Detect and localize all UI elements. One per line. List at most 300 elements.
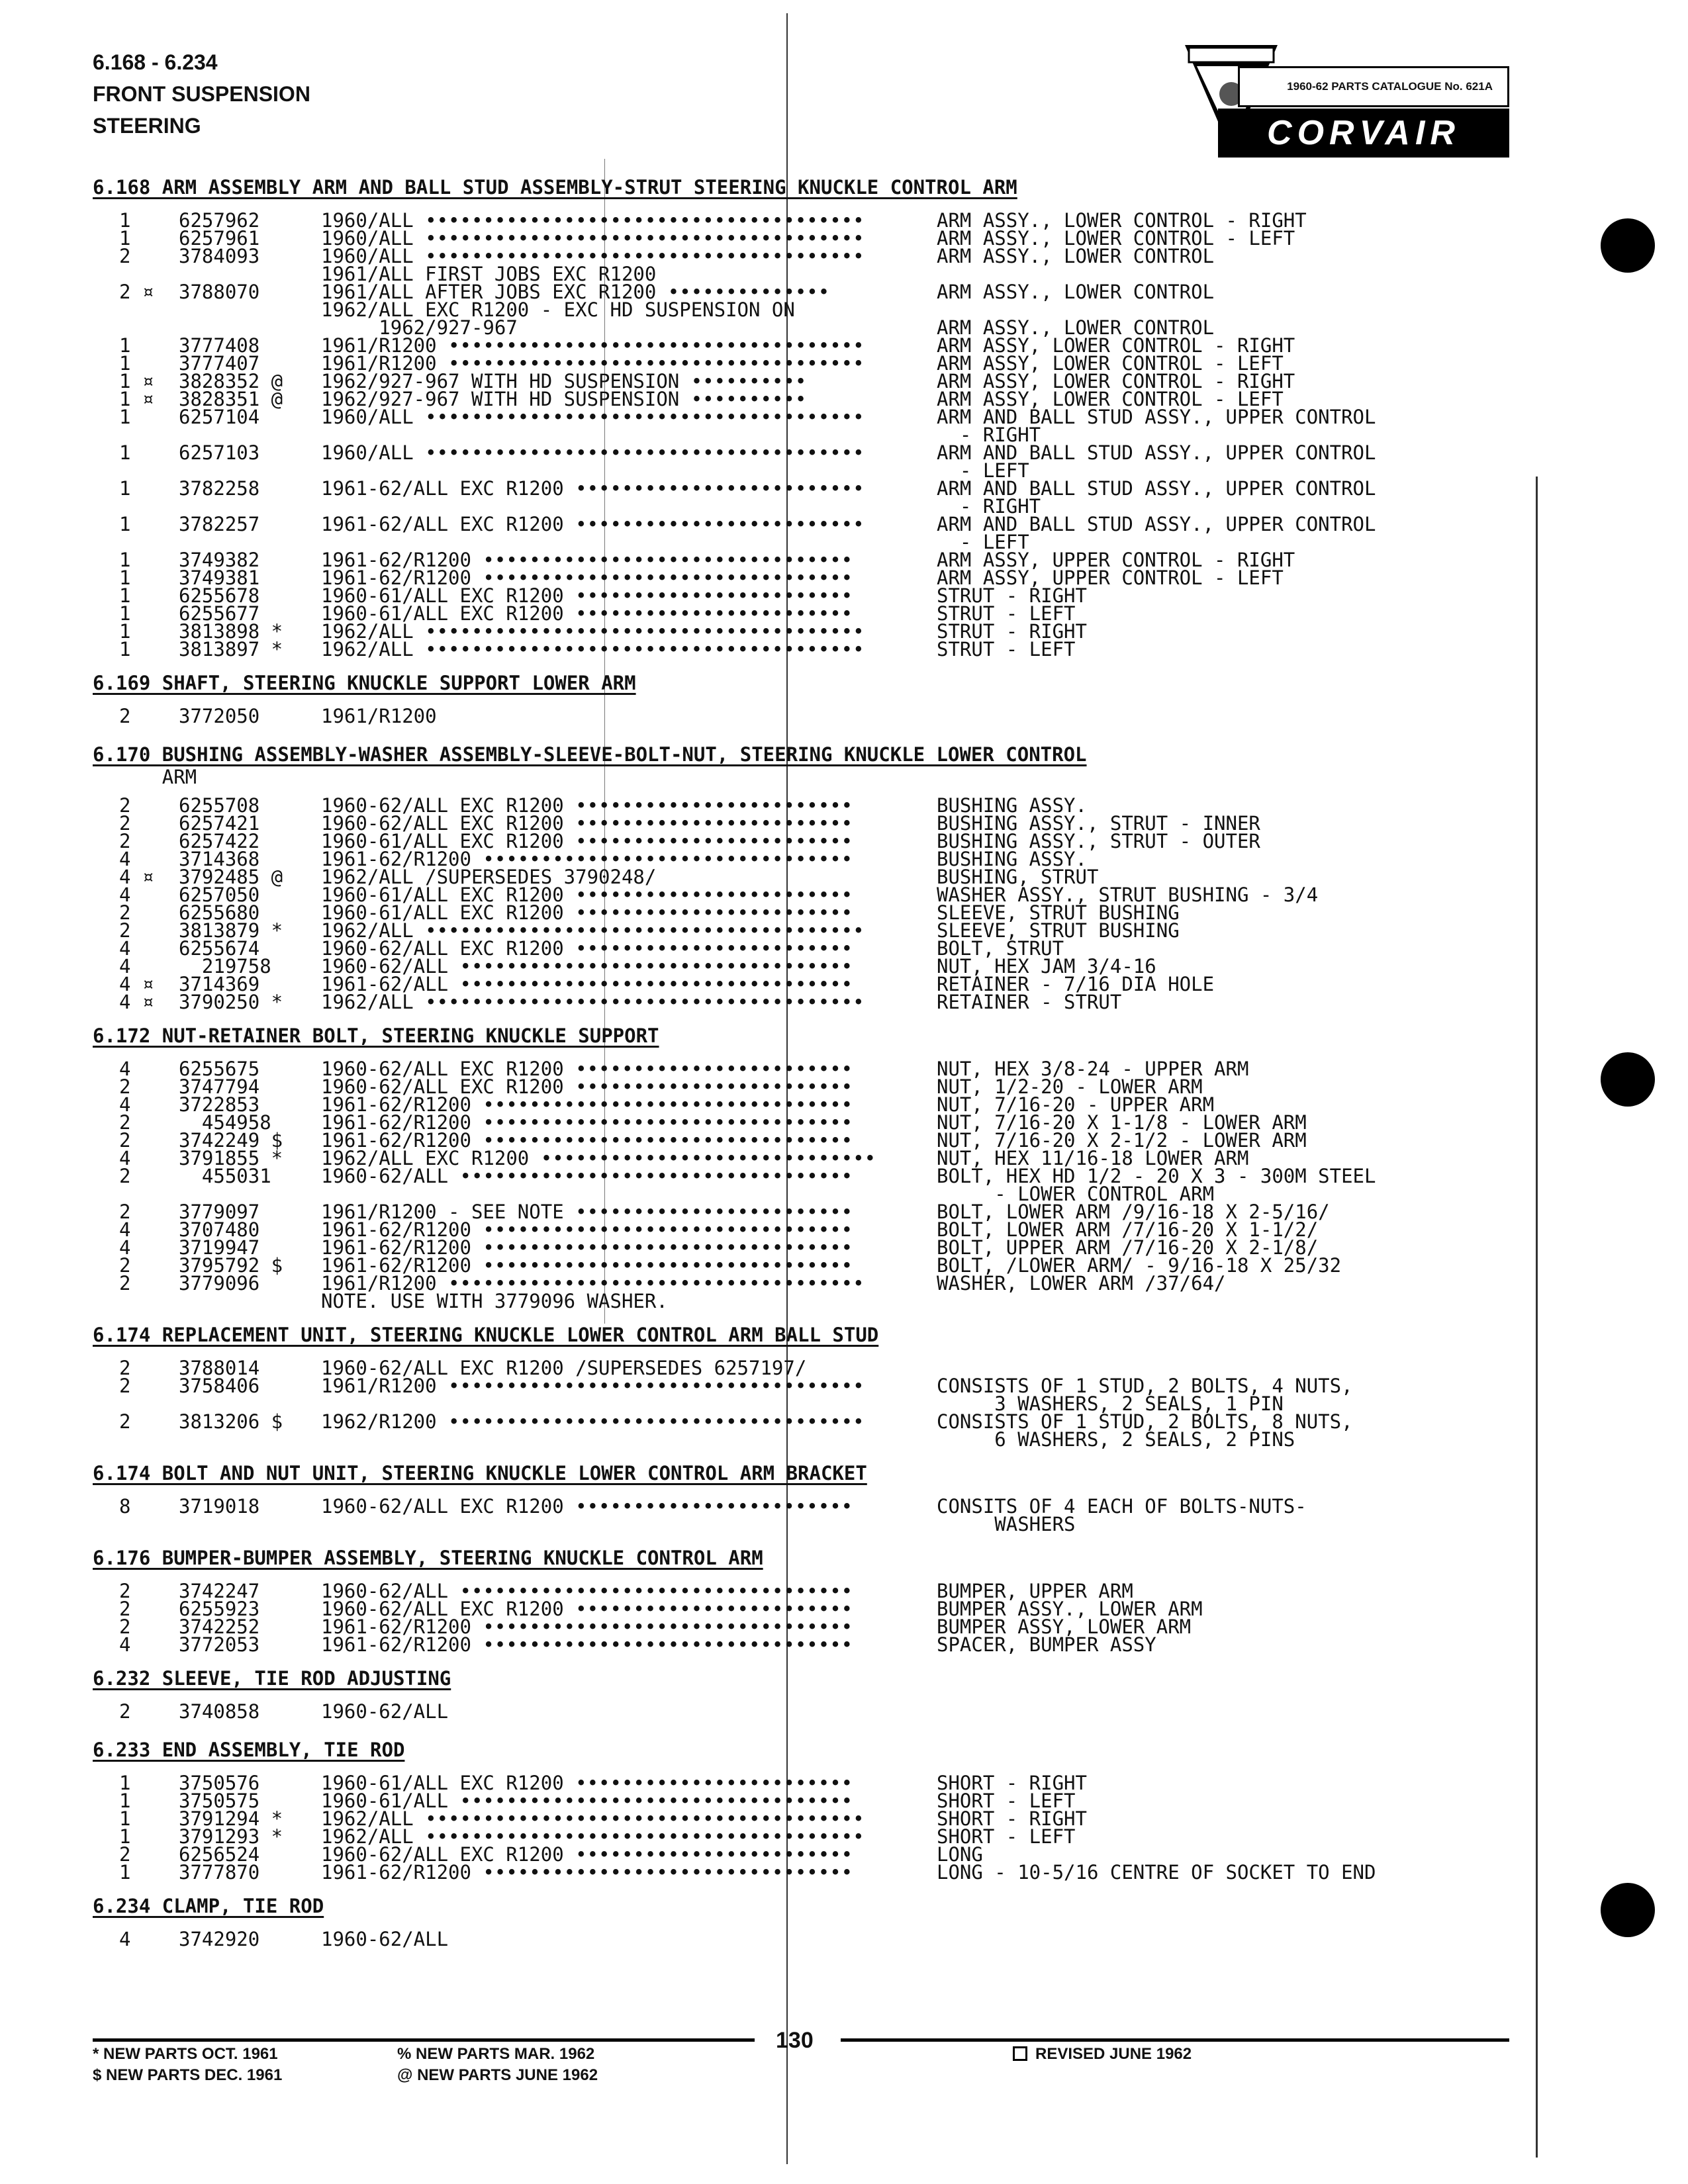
quantity: 2 [119, 919, 131, 942]
part-description: - LEFT [937, 459, 1029, 482]
application: 1961-62/R1200 •••••••••••••••••••••••••••••••• [321, 1218, 853, 1241]
quantity: 2 [119, 1201, 131, 1223]
revised-label: REVISED JUNE 1962 [1035, 2045, 1192, 2063]
part-description: SLEEVE, STRUT BUSHING [937, 901, 1180, 924]
application: 1962/R1200 •••••••••••••••••••••••••••••••••••• [321, 1410, 865, 1433]
part-description: BUSHING, STRUT [937, 866, 1099, 888]
part-description: ARM AND BALL STUD ASSY., UPPER CONTROL [937, 477, 1376, 500]
brand-name: CORVAIR [1218, 109, 1509, 158]
part-description: WASHERS [937, 1513, 1076, 1535]
quantity: 4 [119, 955, 131, 978]
section-title: 6.174 REPLACEMENT UNIT, STEERING KNUCKLE LOWER CONTROL ARM BALL STUD [93, 1324, 879, 1346]
section-heading [93, 1549, 1509, 1572]
part-number: 3777408 [179, 334, 260, 357]
part-row [93, 1861, 1509, 1884]
section-heading [93, 1741, 1509, 1764]
binder-hole [1601, 1052, 1655, 1107]
application: 1960-61/ALL EXC R1200 •••••••••••••••••••••••• [321, 584, 853, 607]
quantity: 2 [119, 1375, 131, 1397]
application: 1961-62/R1200 •••••••••••••••••••••••••••••••• [321, 1861, 853, 1884]
page-number: 130 [776, 2028, 814, 2053]
quantity: 1 [119, 209, 131, 232]
legend-col-2 [397, 2044, 598, 2086]
part-description: 6 WASHERS, 2 SEALS, 2 PINS [937, 1428, 1295, 1451]
part-row [93, 1700, 1509, 1725]
application: 1960-62/ALL [321, 1700, 449, 1723]
part-description: BUMPER ASSY, LOWER ARM [937, 1615, 1192, 1638]
quantity: 2 [119, 1111, 131, 1134]
application: 1960-62/ALL EXC R1200 •••••••••••••••••••••••• [321, 937, 853, 960]
quantity: 1 [119, 334, 131, 357]
part-row [93, 993, 1509, 1011]
quantity: 1 ¤ [119, 370, 154, 392]
application: 1961/R1200 •••••••••••••••••••••••••••••••••••• [321, 1375, 865, 1397]
quantity: 1 [119, 513, 131, 535]
part-description: LONG [937, 1843, 983, 1866]
part-description: ARM ASSY, LOWER CONTROL - RIGHT [937, 334, 1295, 357]
quantity: 4 [119, 1236, 131, 1259]
part-row [93, 1633, 1509, 1656]
quantity: 2 [119, 830, 131, 852]
quantity: 2 [119, 1254, 131, 1277]
part-number: 3747794 [179, 1075, 260, 1098]
part-number: 6257104 [179, 406, 260, 428]
part-number: 3758406 [179, 1375, 260, 1397]
part-number: 6257050 [179, 884, 260, 906]
application: 1961/R1200 •••••••••••••••••••••••••••••••••••• [321, 1272, 865, 1295]
part-number: 3788014 [179, 1357, 260, 1379]
part-description: - RIGHT [937, 495, 1041, 518]
quantity: 2 [119, 1700, 131, 1723]
part-row [93, 1495, 1509, 1518]
binder-hole [1601, 1883, 1655, 1937]
part-number: 3749382 [179, 549, 260, 571]
part-number: 3722853 [179, 1093, 260, 1116]
part-description: NUT, 7/16-20 X 2-1/2 - LOWER ARM [937, 1129, 1307, 1152]
part-number: 3813898 * [179, 620, 283, 643]
part-description: SLEEVE, STRUT BUSHING [937, 919, 1180, 942]
part-description: STRUT - RIGHT [937, 584, 1087, 607]
quantity: 2 [119, 1357, 131, 1379]
application: 1961-62/R1200 •••••••••••••••••••••••••••••••• [321, 1254, 853, 1277]
quantity: 1 [119, 549, 131, 571]
spacer [93, 1692, 1509, 1703]
quantity: 2 ¤ [119, 281, 154, 303]
part-description: ARM AND BALL STUD ASSY., UPPER CONTROL [937, 513, 1376, 535]
part-number: 3750575 [179, 1790, 260, 1812]
part-description: ARM ASSY, UPPER CONTROL - RIGHT [937, 549, 1295, 571]
part-number: 3742249 $ [179, 1129, 283, 1152]
legend-new-mar-1962: % NEW PARTS MAR. 1962 [397, 2045, 595, 2063]
application: 1960-61/ALL EXC R1200 •••••••••••••••••••••••• [321, 884, 853, 906]
quantity: 4 [119, 1633, 131, 1656]
part-number: 454958 [179, 1111, 271, 1134]
quantity: 1 [119, 638, 131, 660]
part-row [93, 283, 1509, 301]
part-description: ARM ASSY., LOWER CONTROL [937, 245, 1215, 267]
application: 1960-62/ALL EXC R1200 •••••••••••••••••••••••• [321, 1598, 853, 1620]
quantity: 1 [119, 567, 131, 589]
part-number: 3788070 [179, 281, 260, 303]
part-description: CONSISTS OF 1 STUD, 2 BOLTS, 8 NUTS, [937, 1410, 1353, 1433]
part-number: 3714368 [179, 848, 260, 870]
part-description: - RIGHT [937, 424, 1041, 446]
part-description: ARM ASSY, LOWER CONTROL - LEFT [937, 352, 1284, 375]
part-number: 3813897 * [179, 638, 283, 660]
part-description: NUT, HEX JAM 3/4-16 [937, 955, 1156, 978]
quantity: 2 [119, 1598, 131, 1620]
part-row [93, 638, 1509, 660]
part-description: ARM ASSY., LOWER CONTROL - RIGHT [937, 209, 1307, 232]
application: 1960/ALL •••••••••••••••••••••••••••••••••••••• [321, 227, 865, 250]
part-number: 6255674 [179, 937, 260, 960]
part-number: 6255675 [179, 1058, 260, 1080]
quantity: 2 [119, 1129, 131, 1152]
part-number: 6256524 [179, 1843, 260, 1866]
quantity: 1 ¤ [119, 388, 154, 410]
application: 1961/R1200 •••••••••••••••••••••••••••••••••••• [321, 352, 865, 375]
part-description: BOLT, LOWER ARM /9/16-18 X 2-5/16/ [937, 1201, 1330, 1223]
part-description: ARM ASSY, LOWER CONTROL - RIGHT [937, 370, 1295, 392]
quantity: 4 [119, 937, 131, 960]
application: 1961-62/ALL EXC R1200 ••••••••••••••••••••••••• [321, 513, 865, 535]
quantity: 2 [119, 1410, 131, 1433]
application: 1961-62/R1200 •••••••••••••••••••••••••••••••• [321, 1129, 853, 1152]
section-title: 6.233 END ASSEMBLY, TIE ROD [93, 1739, 405, 1761]
application: 1960/ALL •••••••••••••••••••••••••••••••••••••• [321, 441, 865, 464]
part-number: 3791294 * [179, 1807, 283, 1830]
part-description: NUT, 7/16-20 X 1-1/8 - LOWER ARM [937, 1111, 1307, 1134]
section-heading [93, 1326, 1509, 1349]
part-description: RETAINER - STRUT [937, 991, 1122, 1013]
application: 1960-62/ALL [321, 1928, 449, 1950]
section-heading [93, 674, 1509, 697]
part-number: 219758 [179, 955, 271, 978]
part-row [93, 298, 1509, 321]
part-number: 3777870 [179, 1861, 260, 1884]
section-heading [93, 1897, 1509, 1920]
quantity: 1 [119, 1807, 131, 1830]
quantity: 2 [119, 794, 131, 817]
section-heading [93, 743, 1509, 768]
legend-col-1 [93, 2044, 282, 2086]
section-title: 6.169 SHAFT, STEERING KNUCKLE SUPPORT LOWER ARM [93, 672, 636, 694]
section-heading [93, 1462, 1509, 1487]
application: 1960/ALL •••••••••••••••••••••••••••••••••••••• [321, 245, 865, 267]
quantity: 4 ¤ [119, 973, 154, 995]
section-title: 6.234 CLAMP, TIE ROD [93, 1895, 324, 1917]
application: 1961-62/R1200 •••••••••••••••••••••••••••••••• [321, 848, 853, 870]
part-description: BUSHING ASSY., STRUT - OUTER [937, 830, 1260, 852]
application: 1960-62/ALL EXC R1200 •••••••••••••••••••••••• [321, 1495, 853, 1518]
part-description: BUSHING ASSY., STRUT - INNER [937, 812, 1260, 835]
application: 1961-62/R1200 •••••••••••••••••••••••••••••••• [321, 567, 853, 589]
quantity: 4 [119, 1058, 131, 1080]
quantity: 2 [119, 1580, 131, 1602]
application: 1960-62/ALL •••••••••••••••••••••••••••••••••• [321, 1165, 853, 1187]
application: 1961/R1200 •••••••••••••••••••••••••••••••••••• [321, 334, 865, 357]
part-number: 6257422 [179, 830, 260, 852]
part-description: ARM ASSY, LOWER CONTROL - LEFT [937, 388, 1284, 410]
part-number: 3779096 [179, 1272, 260, 1295]
application: 1962/ALL •••••••••••••••••••••••••••••••••••••• [321, 1825, 865, 1848]
quantity: 2 [119, 245, 131, 267]
legend-new-june-1962: @ NEW PARTS JUNE 1962 [397, 2066, 598, 2084]
catalogue-label: 1960-62 PARTS CATALOGUE No. 621A [1238, 66, 1509, 107]
part-number: 6255678 [179, 584, 260, 607]
application: 1962/ALL EXC R1200 - EXC HD SUSPENSION ON [321, 298, 795, 321]
part-row [93, 1272, 1509, 1295]
application: 1961-62/R1200 •••••••••••••••••••••••••••••••• [321, 549, 853, 571]
part-description: BOLT, UPPER ARM /7/16-20 X 2-1/8/ [937, 1236, 1319, 1259]
section-title: 6.174 BOLT AND NUT UNIT, STEERING KNUCKLE LOWER CONTROL ARM BRACKET [93, 1462, 867, 1484]
section-title: 6.176 BUMPER-BUMPER ASSEMBLY, STEERING KNUCKLE CONTROL ARM [93, 1547, 763, 1569]
application: 1962/ALL •••••••••••••••••••••••••••••••••••••• [321, 1807, 865, 1830]
part-row [93, 245, 1509, 267]
application: 1961/R1200 [321, 705, 437, 727]
quantity: 1 [119, 584, 131, 607]
part-description: NUT, HEX 11/16-18 LOWER ARM [937, 1147, 1249, 1169]
quantity: 4 ¤ [119, 991, 154, 1013]
part-number: 3719947 [179, 1236, 260, 1259]
application: 1962/927-967 WITH HD SUSPENSION •••••••••• [321, 388, 807, 410]
quantity: 1 [119, 227, 131, 250]
quantity: 2 [119, 812, 131, 835]
part-number: 3714369 [179, 973, 260, 995]
part-description: ARM ASSY., LOWER CONTROL - LEFT [937, 227, 1295, 250]
quantity: 1 [119, 1772, 131, 1794]
part-description: BOLT, STRUT [937, 937, 1064, 960]
application: 1960-62/ALL EXC R1200 •••••••••••••••••••••••• [321, 1058, 853, 1080]
part-description: - LEFT [937, 531, 1029, 553]
quantity: 2 [119, 1843, 131, 1866]
quantity: 4 ¤ [119, 866, 154, 888]
part-number: 6255923 [179, 1598, 260, 1620]
part-description: 3 WASHERS, 2 SEALS, 1 PIN [937, 1392, 1284, 1415]
application: 1961-62/ALL •••••••••••••••••••••••••••••••••• [321, 973, 853, 995]
part-description: WASHER ASSY., STRUT BUSHING - 3/4 [937, 884, 1319, 906]
quantity: 2 [119, 705, 131, 727]
revised-box-icon [1013, 2046, 1027, 2061]
part-row [93, 850, 1509, 868]
part-number: 6257103 [179, 441, 260, 464]
application: 1961-62/R1200 •••••••••••••••••••••••••••••••• [321, 1236, 853, 1259]
part-row [93, 408, 1509, 426]
part-number: 3742247 [179, 1580, 260, 1602]
application: 1960-62/ALL •••••••••••••••••••••••••••••••••• [321, 1580, 853, 1602]
part-number: 3749381 [179, 567, 260, 589]
application: 1960-62/ALL EXC R1200 •••••••••••••••••••••••• [321, 794, 853, 817]
part-number: 3750576 [179, 1772, 260, 1794]
part-row [93, 1410, 1509, 1433]
section-title: 6.168 ARM ASSEMBLY ARM AND BALL STUD ASSEMBLY-STRUT STEERING KNUCKLE CONTROL ARM [93, 176, 1017, 199]
quantity: 2 [119, 1272, 131, 1295]
application: 1960-62/ALL EXC R1200 •••••••••••••••••••••••• [321, 1843, 853, 1866]
application: 1960/ALL •••••••••••••••••••••••••••••••••••••• [321, 209, 865, 232]
part-description: - LOWER CONTROL ARM [937, 1183, 1215, 1205]
application: 1962/927-967 [321, 316, 518, 339]
part-number: 3782257 [179, 513, 260, 535]
application: 1962/ALL •••••••••••••••••••••••••••••••••••••• [321, 620, 865, 643]
application: 1960-62/ALL •••••••••••••••••••••••••••••••••• [321, 955, 853, 978]
part-description: BOLT, LOWER ARM /7/16-20 X 1-1/2/ [937, 1218, 1319, 1241]
quantity: 1 [119, 441, 131, 464]
application: 1961-62/R1200 •••••••••••••••••••••••••••••••• [321, 1111, 853, 1134]
part-number: 3813879 * [179, 919, 283, 942]
part-number: 6257962 [179, 209, 260, 232]
application: 1961/R1200 - SEE NOTE •••••••••••••••••••••••• [321, 1201, 853, 1223]
application: 1960-61/ALL EXC R1200 •••••••••••••••••••••••• [321, 830, 853, 852]
application: 1960/ALL •••••••••••••••••••••••••••••••••••••• [321, 406, 865, 428]
quantity: 2 [119, 1615, 131, 1638]
section-title: 6.232 SLEEVE, TIE ROD ADJUSTING [93, 1667, 451, 1690]
part-description: STRUT - LEFT [937, 638, 1076, 660]
part-number: 3740858 [179, 1700, 260, 1723]
application: 1962/927-967 WITH HD SUSPENSION •••••••••• [321, 370, 807, 392]
revision-note [1013, 2044, 1192, 2065]
part-number: 3742252 [179, 1615, 260, 1638]
part-row [93, 1928, 1509, 1953]
part-number: 3790250 * [179, 991, 283, 1013]
application: 1960-61/ALL EXC R1200 •••••••••••••••••••••••• [321, 602, 853, 625]
application: 1962/ALL •••••••••••••••••••••••••••••••••••••• [321, 638, 865, 660]
part-number: 6257421 [179, 812, 260, 835]
quantity: 4 [119, 884, 131, 906]
part-number: 3792485 @ [179, 866, 283, 888]
part-row [93, 441, 1509, 464]
part-description: SHORT - RIGHT [937, 1772, 1087, 1794]
part-description: ARM AND BALL STUD ASSY., UPPER CONTROL [937, 441, 1376, 464]
application: 1961-62/R1200 •••••••••••••••••••••••••••••••• [321, 1615, 853, 1638]
quantity: 1 [119, 352, 131, 375]
quantity: 1 [119, 602, 131, 625]
application: 1961-62/R1200 •••••••••••••••••••••••••••••••• [321, 1093, 853, 1116]
quantity: 1 [119, 1861, 131, 1884]
application: 1960-61/ALL •••••••••••••••••••••••••••••••••• [321, 1790, 853, 1812]
application: 1962/ALL •••••••••••••••••••••••••••••••••••••• [321, 991, 865, 1013]
part-number: 3784093 [179, 245, 260, 267]
part-description: WASHER, LOWER ARM /37/64/ [937, 1272, 1226, 1295]
page-header [93, 46, 310, 142]
part-row [93, 1377, 1509, 1395]
quantity: 4 [119, 1928, 131, 1950]
application: 1962/ALL •••••••••••••••••••••••••••••••••••••• [321, 919, 865, 942]
application: 1961/ALL FIRST JOBS EXC R1200 [321, 263, 657, 285]
application: 1961-62/R1200 •••••••••••••••••••••••••••••••• [321, 1633, 853, 1656]
legend-new-oct-1961: * NEW PARTS OCT. 1961 [93, 2045, 278, 2063]
parts-list [93, 176, 1509, 1953]
quantity: 8 [119, 1495, 131, 1518]
part-description: BOLT, /LOWER ARM/ - 9/16-18 X 25/32 [937, 1254, 1342, 1277]
part-description: SHORT - LEFT [937, 1825, 1076, 1848]
section-title-continued: ARM [93, 766, 197, 788]
quantity: 1 [119, 406, 131, 428]
part-description: RETAINER - 7/16 DIA HOLE [937, 973, 1215, 995]
part-number: 6255677 [179, 602, 260, 625]
part-number: 3828351 @ [179, 388, 283, 410]
part-description: BUSHING ASSY. [937, 794, 1087, 817]
part-number: 3777407 [179, 352, 260, 375]
quantity: 4 [119, 1093, 131, 1116]
part-number: 3782258 [179, 477, 260, 500]
part-description: ARM AND BALL STUD ASSY., UPPER CONTROL [937, 406, 1376, 428]
part-number: 3772053 [179, 1633, 260, 1656]
part-row [93, 477, 1509, 500]
part-description: CONSITS OF 4 EACH OF BOLTS-NUTS- [937, 1495, 1307, 1518]
part-number: 6257961 [179, 227, 260, 250]
part-number: 3707480 [179, 1218, 260, 1241]
quantity: 1 [119, 1790, 131, 1812]
part-description: BUSHING ASSY. [937, 848, 1087, 870]
part-description: BUMPER ASSY., LOWER ARM [937, 1598, 1203, 1620]
part-row [93, 513, 1509, 535]
part-number: 3813206 $ [179, 1410, 283, 1433]
application: 1961-62/ALL EXC R1200 ••••••••••••••••••••••••• [321, 477, 865, 500]
application: 1960-62/ALL EXC R1200 /SUPERSEDES 6257197/ [321, 1357, 807, 1379]
part-description: LONG - 10-5/16 CENTRE OF SOCKET TO END [937, 1861, 1376, 1884]
application: 1960-62/ALL EXC R1200 •••••••••••••••••••••••• [321, 1075, 853, 1098]
spacer [93, 697, 1509, 707]
part-number: 3719018 [179, 1495, 260, 1518]
application: 1962/ALL EXC R1200 ••••••••••••••••••••••••••••• [321, 1147, 876, 1169]
quantity: 4 [119, 848, 131, 870]
part-description: NUT, 7/16-20 - UPPER ARM [937, 1093, 1215, 1116]
application: 1962/ALL /SUPERSEDES 3790248/ [321, 866, 657, 888]
column-rule-right [1536, 477, 1538, 2158]
part-number: 3791855 * [179, 1147, 283, 1169]
part-description: ARM ASSY., LOWER CONTROL [937, 281, 1215, 303]
corvair-logo [1165, 40, 1509, 158]
part-description: ARM ASSY, UPPER CONTROL - LEFT [937, 567, 1284, 589]
application: 1960-61/ALL EXC R1200 •••••••••••••••••••••••• [321, 901, 853, 924]
part-number: 3828352 @ [179, 370, 283, 392]
section-subgroup-title: STEERING [93, 114, 201, 138]
quantity: 4 [119, 1218, 131, 1241]
part-description: CONSISTS OF 1 STUD, 2 BOLTS, 4 NUTS, [937, 1375, 1353, 1397]
section-heading [93, 1667, 1509, 1692]
section-group-title: FRONT SUSPENSION [93, 82, 310, 106]
part-description: ARM ASSY., LOWER CONTROL [937, 316, 1215, 339]
part-number: 3772050 [179, 705, 260, 727]
part-description: NUT, 1/2-20 - LOWER ARM [937, 1075, 1203, 1098]
quantity: 2 [119, 1165, 131, 1187]
part-description: BUMPER, UPPER ARM [937, 1580, 1133, 1602]
part-description: STRUT - LEFT [937, 602, 1076, 625]
part-description: SHORT - RIGHT [937, 1807, 1087, 1830]
quantity: 1 [119, 477, 131, 500]
part-number: 455031 [179, 1165, 271, 1187]
footer-rule-right [841, 2038, 1509, 2042]
footer-rule-left [93, 2038, 755, 2042]
part-row [93, 707, 1509, 730]
quantity: 4 [119, 1147, 131, 1169]
quantity: 1 [119, 620, 131, 643]
part-number: 3779097 [179, 1201, 260, 1223]
part-row [93, 1167, 1509, 1185]
section-heading [93, 1024, 1509, 1050]
section-title: 6.170 BUSHING ASSEMBLY-WASHER ASSEMBLY-SLEEVE-BOLT-NUT, STEERING KNUCKLE LOWER CONTROL [93, 743, 1087, 766]
part-number: 3791293 * [179, 1825, 283, 1848]
part-description: STRUT - RIGHT [937, 620, 1087, 643]
part-number: 3795792 $ [179, 1254, 283, 1277]
section-title: 6.172 NUT-RETAINER BOLT, STEERING KNUCKLE SUPPORT [93, 1024, 659, 1047]
section-range: 6.168 - 6.234 [93, 50, 218, 74]
binder-hole [1601, 218, 1655, 273]
part-description: NUT, HEX 3/8-24 - UPPER ARM [937, 1058, 1249, 1080]
part-row [93, 1513, 1509, 1535]
part-number: 3742920 [179, 1928, 260, 1950]
part-number: 6255680 [179, 901, 260, 924]
